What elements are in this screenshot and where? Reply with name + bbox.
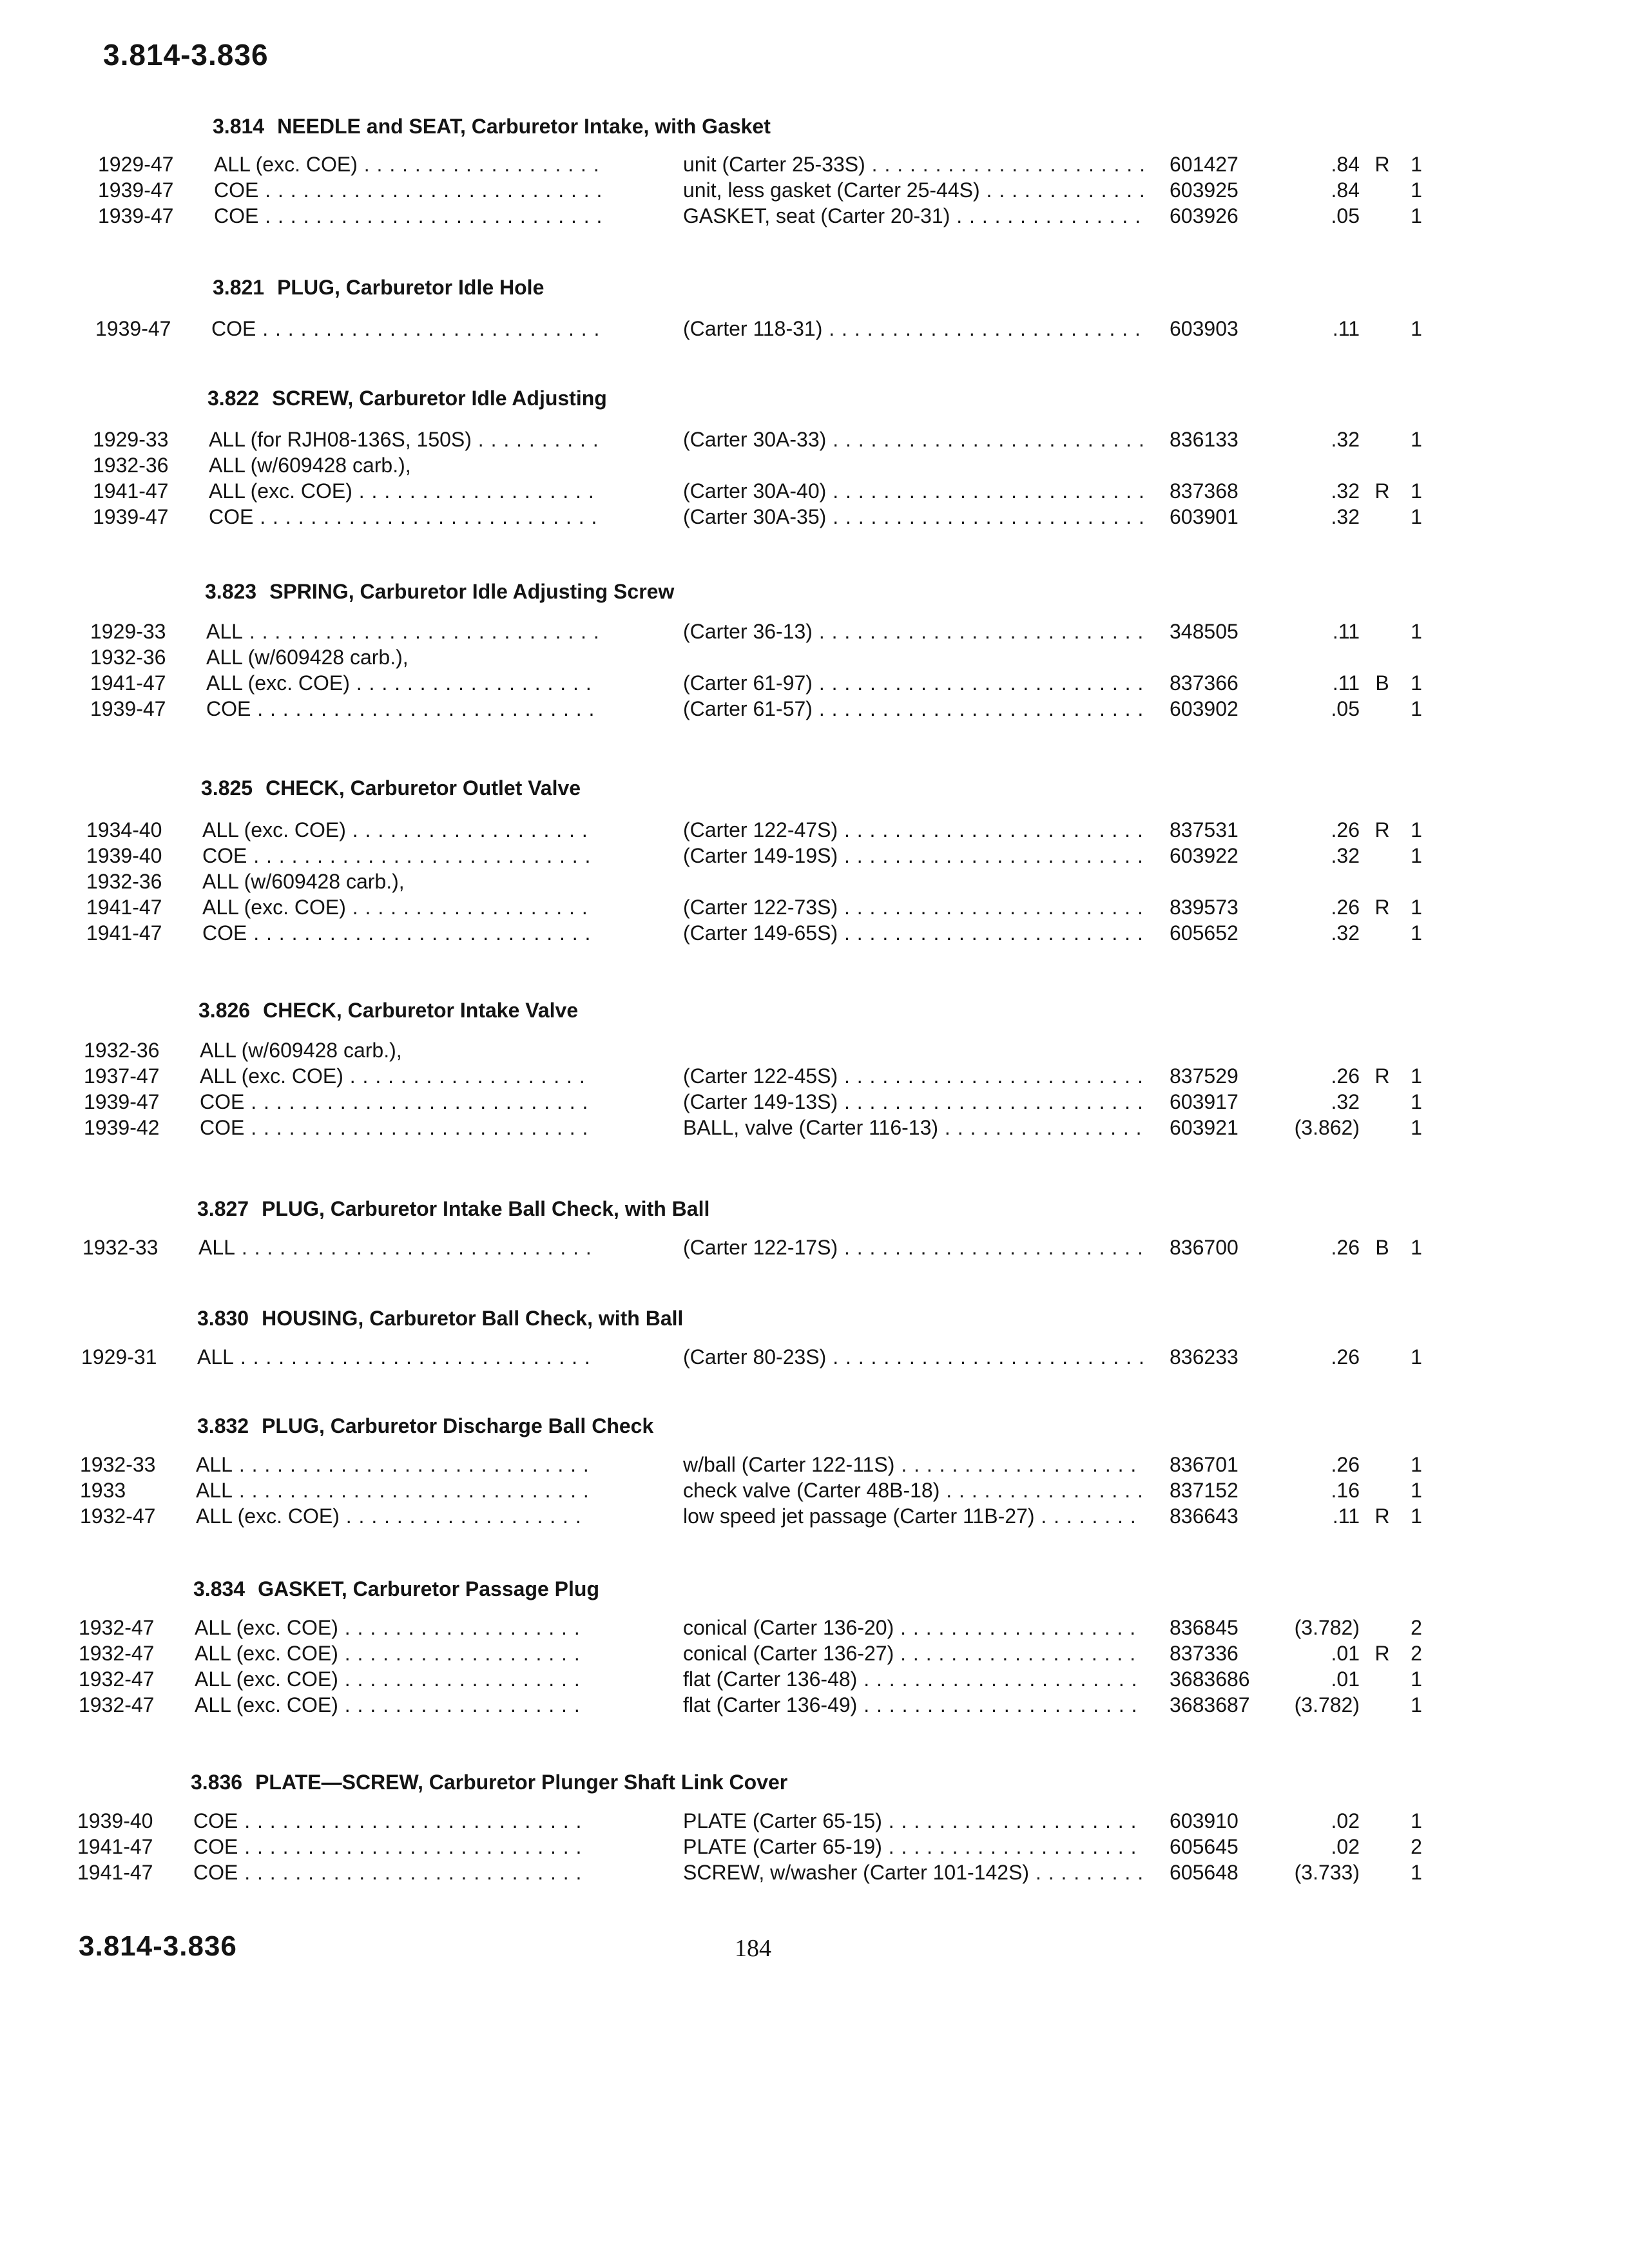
description-cell: (Carter 122-47S) . . . (683, 818, 1144, 842)
quantity-cell: 1 (1411, 1809, 1422, 1832)
years-cell: 1939-47 (90, 697, 166, 720)
part-number-cell: 837336 (1170, 1642, 1239, 1665)
table-row (84, 1039, 1429, 1064)
price-cell: .32 (1331, 1090, 1360, 1113)
description-cell: w/ball (Carter 122-11S) . . . (683, 1453, 1144, 1477)
model-cell: ALL (exc. COE) . . . (195, 1616, 588, 1640)
years-cell: 1939-47 (95, 317, 171, 340)
section-name: PLUG, Carburetor Intake Ball Check, with Ball (262, 1197, 710, 1220)
years-cell: 1939-40 (77, 1809, 153, 1832)
years-cell: 1941-47 (77, 1861, 153, 1884)
table-row (90, 671, 1429, 697)
section-name: SCREW, Carburetor Idle Adjusting (272, 387, 607, 410)
years-cell: 1929-33 (90, 620, 166, 643)
section-number: 3.830 (197, 1307, 249, 1330)
model-cell: COE . . . (214, 178, 607, 202)
section-number: 3.822 (207, 387, 260, 410)
price-cell: .05 (1331, 204, 1360, 227)
code-cell: R (1374, 1064, 1390, 1088)
section-number: 3.825 (201, 776, 253, 800)
years-cell: 1932-47 (79, 1693, 155, 1716)
table-row (77, 1835, 1429, 1861)
years-cell: 1932-36 (93, 454, 169, 477)
model-cell: ALL . . . (197, 1345, 590, 1369)
description-cell: (Carter 122-45S) . . . (683, 1064, 1144, 1088)
part-number-cell: 837368 (1170, 479, 1239, 503)
years-cell: 1932-47 (79, 1667, 155, 1691)
price-cell: .26 (1331, 1236, 1360, 1259)
table-row (79, 1616, 1429, 1642)
section-name: PLUG, Carburetor Discharge Ball Check (262, 1414, 654, 1437)
table-row (95, 317, 1429, 343)
model-cell: ALL (w/609428 carb.), (202, 870, 405, 893)
years-cell: 1939-47 (98, 178, 174, 202)
section-name: PLUG, Carburetor Idle Hole (277, 276, 545, 299)
description-cell: (Carter 30A-35) . . . (683, 505, 1144, 529)
section-title (205, 580, 674, 604)
page-footer-range: 3.814-3.836 (79, 1930, 237, 1962)
section-name: NEEDLE and SEAT, Carburetor Intake, with Gasket (277, 115, 771, 138)
years-cell: 1932-47 (79, 1616, 155, 1639)
page-header-range: 3.814-3.836 (103, 38, 269, 72)
years-cell: 1941-47 (86, 896, 162, 919)
part-number-cell: 603903 (1170, 317, 1239, 340)
part-number-cell: 3683687 (1170, 1693, 1250, 1716)
quantity-cell: 1 (1411, 1236, 1422, 1259)
part-number-cell: 603926 (1170, 204, 1239, 227)
description-cell: (Carter 30A-33) . . . (683, 428, 1144, 452)
quantity-cell: 1 (1411, 1116, 1422, 1139)
years-cell: 1941-47 (93, 479, 169, 503)
model-cell: ALL (w/609428 carb.), (206, 646, 409, 669)
quantity-cell: 1 (1411, 1453, 1422, 1476)
table-row (90, 620, 1429, 646)
price-cell: .32 (1331, 428, 1360, 451)
description-cell: (Carter 149-65S) . . . (683, 921, 1144, 945)
description-cell: unit, less gasket (Carter 25-44S) . . . (683, 178, 1144, 202)
price-cell: .26 (1331, 1064, 1360, 1088)
model-cell: ALL . . . (196, 1453, 589, 1477)
table-row (79, 1642, 1429, 1667)
price-cell: .32 (1331, 505, 1360, 528)
section-name: GASKET, Carburetor Passage Plug (258, 1577, 599, 1600)
table-row (86, 896, 1429, 921)
years-cell: 1932-36 (90, 646, 166, 669)
section-title (197, 1197, 709, 1221)
price-cell: .32 (1331, 844, 1360, 867)
model-cell: ALL (w/609428 carb.), (200, 1039, 402, 1062)
quantity-cell: 1 (1411, 896, 1422, 919)
quantity-cell: 1 (1411, 1090, 1422, 1113)
years-cell: 1929-31 (81, 1345, 157, 1369)
code-cell: R (1374, 1504, 1390, 1528)
table-row (77, 1809, 1429, 1835)
section-number: 3.827 (197, 1197, 249, 1220)
section-title (197, 1414, 653, 1438)
price-cell: .05 (1331, 697, 1360, 720)
quantity-cell: 1 (1411, 178, 1422, 202)
years-cell: 1937-47 (84, 1064, 160, 1088)
quantity-cell: 1 (1411, 697, 1422, 720)
description-cell: (Carter 61-57) . . . (683, 697, 1144, 721)
part-number-cell: 603917 (1170, 1090, 1239, 1113)
price-cell: .11 (1332, 1504, 1360, 1528)
price-cell: .26 (1331, 896, 1360, 919)
description-cell: (Carter 61-97) . . . (683, 671, 1144, 695)
section-title (198, 999, 578, 1023)
model-cell: ALL (w/609428 carb.), (209, 454, 411, 477)
code-cell: R (1374, 479, 1390, 503)
model-cell: COE . . . (200, 1116, 593, 1140)
model-cell: ALL (for RJH08-136S, 150S) . . . (209, 428, 602, 452)
price-cell: (3.782) (1294, 1693, 1360, 1716)
model-cell: ALL (exc. COE) . . . (214, 153, 607, 177)
model-cell: ALL (exc. COE) . . . (202, 896, 595, 919)
code-cell: R (1374, 818, 1390, 841)
part-number-cell: 836133 (1170, 428, 1239, 451)
table-row (81, 1345, 1429, 1371)
section-title (197, 1307, 683, 1331)
description-cell: BALL, valve (Carter 116-13) . . . (683, 1116, 1144, 1140)
years-cell: 1939-47 (84, 1090, 160, 1113)
quantity-cell: 1 (1411, 1693, 1422, 1716)
part-number-cell: 836700 (1170, 1236, 1239, 1259)
table-row (98, 204, 1429, 230)
part-number-cell: 603901 (1170, 505, 1239, 528)
description-cell: flat (Carter 136-48) . . . (683, 1667, 1144, 1691)
part-number-cell: 836701 (1170, 1453, 1239, 1476)
description-cell: unit (Carter 25-33S) . . . (683, 153, 1144, 177)
model-cell: ALL . . . (196, 1479, 589, 1503)
years-cell: 1939-47 (93, 505, 169, 528)
years-cell: 1932-47 (80, 1504, 156, 1528)
section-number: 3.832 (197, 1414, 249, 1437)
part-number-cell: 603925 (1170, 178, 1239, 202)
description-cell: (Carter 149-19S) . . . (683, 844, 1144, 868)
model-cell: COE . . . (214, 204, 607, 228)
price-cell: .11 (1332, 317, 1360, 340)
section-number: 3.823 (205, 580, 257, 603)
table-row (84, 1064, 1429, 1090)
description-cell: PLATE (Carter 65-19) . . . (683, 1835, 1144, 1859)
code-cell: B (1375, 671, 1389, 695)
model-cell: ALL . . . (198, 1236, 592, 1260)
model-cell: COE . . . (209, 505, 602, 529)
part-number-cell: 837366 (1170, 671, 1239, 695)
part-number-cell: 348505 (1170, 620, 1239, 643)
section-title (207, 387, 607, 410)
table-row (90, 697, 1429, 723)
price-cell: .11 (1332, 671, 1360, 695)
part-number-cell: 837531 (1170, 818, 1239, 841)
quantity-cell: 1 (1411, 428, 1422, 451)
table-row (93, 505, 1429, 531)
price-cell: .32 (1331, 921, 1360, 945)
model-cell: ALL (exc. COE) . . . (209, 479, 602, 503)
years-cell: 1932-36 (86, 870, 162, 893)
section-number: 3.836 (191, 1771, 243, 1794)
description-cell: flat (Carter 136-49) . . . (683, 1693, 1144, 1717)
years-cell: 1932-33 (82, 1236, 159, 1259)
section-number: 3.821 (213, 276, 265, 299)
price-cell: (3.733) (1294, 1861, 1360, 1884)
quantity-cell: 1 (1411, 204, 1422, 227)
section-title (191, 1771, 787, 1794)
section-title (193, 1577, 599, 1601)
part-number-cell: 603921 (1170, 1116, 1239, 1139)
section-title (213, 115, 771, 139)
years-cell: 1929-47 (98, 153, 174, 176)
quantity-cell: 1 (1411, 1504, 1422, 1528)
part-number-cell: 603922 (1170, 844, 1239, 867)
table-row (80, 1479, 1429, 1504)
part-number-cell: 3683686 (1170, 1667, 1250, 1691)
model-cell: ALL (exc. COE) . . . (202, 818, 595, 842)
table-row (80, 1453, 1429, 1479)
table-row (77, 1861, 1429, 1887)
price-cell: .84 (1331, 153, 1360, 176)
table-row (80, 1504, 1429, 1530)
table-row (84, 1116, 1429, 1142)
section-title (201, 776, 581, 800)
quantity-cell: 2 (1411, 1835, 1422, 1858)
model-cell: COE . . . (211, 317, 604, 341)
years-cell: 1939-40 (86, 844, 162, 867)
table-row (93, 428, 1429, 454)
model-cell: ALL (exc. COE) . . . (206, 671, 599, 695)
part-number-cell: 837529 (1170, 1064, 1239, 1088)
table-row (86, 844, 1429, 870)
price-cell: .32 (1331, 479, 1360, 503)
years-cell: 1933 (80, 1479, 126, 1502)
years-cell: 1939-42 (84, 1116, 160, 1139)
description-cell: (Carter 122-17S) . . . (683, 1236, 1144, 1260)
section-number: 3.834 (193, 1577, 246, 1600)
code-cell: R (1374, 896, 1390, 919)
price-cell: .01 (1331, 1667, 1360, 1691)
quantity-cell: 1 (1411, 153, 1422, 176)
price-cell: .02 (1331, 1809, 1360, 1832)
quantity-cell: 1 (1411, 844, 1422, 867)
years-cell: 1941-47 (90, 671, 166, 695)
quantity-cell: 1 (1411, 317, 1422, 340)
description-cell: (Carter 118-31) . . . (683, 317, 1144, 341)
part-number-cell: 605648 (1170, 1861, 1239, 1884)
price-cell: .11 (1332, 620, 1360, 643)
part-number-cell: 601427 (1170, 153, 1239, 176)
section-name: HOUSING, Carburetor Ball Check, with Ball (262, 1307, 684, 1330)
model-cell: COE . . . (206, 697, 599, 721)
price-cell: .26 (1331, 818, 1360, 841)
years-cell: 1929-33 (93, 428, 169, 451)
price-cell: .84 (1331, 178, 1360, 202)
description-cell: SCREW, w/washer (Carter 101-142S) . . . (683, 1861, 1144, 1885)
description-cell: (Carter 36-13) . . . (683, 620, 1144, 644)
code-cell: R (1374, 153, 1390, 176)
part-number-cell: 836643 (1170, 1504, 1239, 1528)
quantity-cell: 2 (1411, 1642, 1422, 1665)
years-cell: 1932-33 (80, 1453, 156, 1476)
model-cell: ALL (exc. COE) . . . (195, 1642, 588, 1666)
table-row (79, 1693, 1429, 1719)
description-cell: (Carter 30A-40) . . . (683, 479, 1144, 503)
model-cell: ALL (exc. COE) . . . (195, 1667, 588, 1691)
table-row (93, 454, 1429, 479)
price-cell: .26 (1331, 1453, 1360, 1476)
description-cell: conical (Carter 136-27) . . . (683, 1642, 1144, 1666)
model-cell: COE . . . (193, 1835, 586, 1859)
model-cell: COE . . . (200, 1090, 593, 1114)
table-row (86, 870, 1429, 896)
part-number-cell: 603910 (1170, 1809, 1239, 1832)
description-cell: low speed jet passage (Carter 11B-27) . . . (683, 1504, 1144, 1528)
part-number-cell: 605645 (1170, 1835, 1239, 1858)
table-row (82, 1236, 1429, 1262)
section-name: SPRING, Carburetor Idle Adjusting Screw (269, 580, 675, 603)
part-number-cell: 836233 (1170, 1345, 1239, 1369)
page-number: 184 (735, 1935, 771, 1962)
section-name: PLATE—SCREW, Carburetor Plunger Shaft Link Cover (255, 1771, 788, 1794)
table-row (86, 921, 1429, 947)
part-number-cell: 605652 (1170, 921, 1239, 945)
years-cell: 1941-47 (77, 1835, 153, 1858)
table-row (86, 818, 1429, 844)
table-row (84, 1090, 1429, 1116)
model-cell: ALL (exc. COE) . . . (195, 1693, 588, 1717)
table-row (79, 1667, 1429, 1693)
quantity-cell: 1 (1411, 620, 1422, 643)
years-cell: 1932-47 (79, 1642, 155, 1665)
years-cell: 1934-40 (86, 818, 162, 841)
model-cell: COE . . . (193, 1809, 586, 1833)
section-name: CHECK, Carburetor Intake Valve (263, 999, 579, 1022)
section-number: 3.826 (198, 999, 251, 1022)
price-cell: .02 (1331, 1835, 1360, 1858)
description-cell: GASKET, seat (Carter 20-31) . . . (683, 204, 1144, 228)
description-cell: PLATE (Carter 65-15) . . . (683, 1809, 1144, 1833)
price-cell: .01 (1331, 1642, 1360, 1665)
part-number-cell: 839573 (1170, 896, 1239, 919)
model-cell: COE . . . (202, 921, 595, 945)
price-cell: .26 (1331, 1345, 1360, 1369)
quantity-cell: 1 (1411, 671, 1422, 695)
table-row (93, 479, 1429, 505)
section-name: CHECK, Carburetor Outlet Valve (265, 776, 581, 800)
price-cell: (3.782) (1294, 1616, 1360, 1639)
quantity-cell: 1 (1411, 1479, 1422, 1502)
quantity-cell: 1 (1411, 1064, 1422, 1088)
table-row (98, 178, 1429, 204)
model-cell: ALL (exc. COE) . . . (196, 1504, 589, 1528)
model-cell: COE . . . (202, 844, 595, 868)
model-cell: ALL (exc. COE) . . . (200, 1064, 593, 1088)
description-cell: (Carter 149-13S) . . . (683, 1090, 1144, 1114)
quantity-cell: 1 (1411, 921, 1422, 945)
quantity-cell: 1 (1411, 1861, 1422, 1884)
model-cell: ALL . . . (206, 620, 599, 644)
table-row (98, 153, 1429, 178)
section-title (213, 276, 544, 300)
table-row (90, 646, 1429, 671)
part-number-cell: 836845 (1170, 1616, 1239, 1639)
description-cell: conical (Carter 136-20) . . . (683, 1616, 1144, 1640)
code-cell: R (1374, 1642, 1390, 1665)
model-cell: COE . . . (193, 1861, 586, 1885)
quantity-cell: 1 (1411, 505, 1422, 528)
quantity-cell: 1 (1411, 1345, 1422, 1369)
part-number-cell: 603902 (1170, 697, 1239, 720)
years-cell: 1939-47 (98, 204, 174, 227)
years-cell: 1932-36 (84, 1039, 160, 1062)
quantity-cell: 1 (1411, 479, 1422, 503)
part-number-cell: 837152 (1170, 1479, 1239, 1502)
years-cell: 1941-47 (86, 921, 162, 945)
description-cell: (Carter 80-23S) . . . (683, 1345, 1144, 1369)
price-cell: (3.862) (1294, 1116, 1360, 1139)
description-cell: check valve (Carter 48B-18) . . . (683, 1479, 1144, 1503)
quantity-cell: 1 (1411, 818, 1422, 841)
code-cell: B (1375, 1236, 1389, 1259)
quantity-cell: 1 (1411, 1667, 1422, 1691)
section-number: 3.814 (213, 115, 265, 138)
quantity-cell: 2 (1411, 1616, 1422, 1639)
price-cell: .16 (1331, 1479, 1360, 1502)
description-cell: (Carter 122-73S) . . . (683, 896, 1144, 919)
